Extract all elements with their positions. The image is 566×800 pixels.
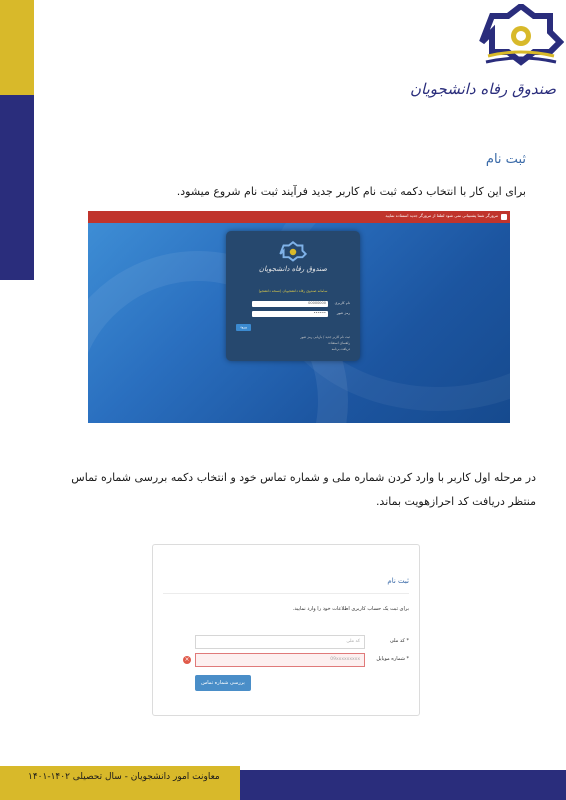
check-phone-button[interactable]: بررسی شماره تماس: [195, 675, 251, 691]
paragraph-step1: در مرحله اول کاربر با وارد کردن شماره ملی و شماره تماس خود و انتخاب دکمه بررسی شماره تماس منتظر دریافت کد احرازهویت بماند.: [71, 471, 536, 508]
left-navy-bar: [0, 95, 34, 280]
warning-bar: [88, 211, 510, 223]
mobile-value: 09xxxxxxxxx: [330, 657, 360, 662]
national-code-label: * کد ملی: [389, 638, 409, 644]
footer-navy-bar: [240, 770, 566, 800]
panel-logo-icon: [279, 241, 307, 263]
footer-text: معاونت امور دانشجویان - سال تحصیلی ۱۴۰۲-۱۴۰۱: [28, 772, 220, 782]
panel-logo-text: صندوق رفاه دانشجویان: [258, 265, 328, 273]
divider: [163, 593, 409, 594]
warning-text: مرورگر شما پشتیبانی نمی شود لطفا از مرورگر جدید استفاده نمایید: [385, 213, 498, 218]
logo: [410, 4, 564, 112]
left-yellow-bar: [0, 0, 34, 95]
paragraph-intro: برای این کار با انتخاب دکمه ثبت نام کاربر جدید فرآیند ثبت نام شروع میشود.: [176, 185, 526, 198]
mobile-input[interactable]: [195, 653, 365, 667]
shield-icon: [501, 214, 507, 220]
mobile-row: [184, 653, 409, 667]
national-code-placeholder: کد ملی: [346, 639, 360, 644]
logo-text: صندوق رفاه دانشجویان: [410, 80, 556, 98]
register-description: برای ثبت یک حساب کاربری اطلاعات خود را وارد نمایید.: [292, 606, 409, 612]
username-input[interactable]: [252, 301, 328, 307]
download-link[interactable]: دریافت برنامه: [331, 347, 350, 351]
error-icon: ×: [184, 656, 190, 663]
login-button[interactable]: ورود: [236, 324, 251, 331]
mobile-label: * شماره موبایل: [376, 656, 409, 662]
password-value: ••••••: [313, 311, 326, 315]
username-row: [236, 301, 350, 307]
logo-emblem-icon: [478, 4, 564, 68]
register-screenshot: [152, 544, 420, 716]
register-title: ثبت نام: [387, 577, 409, 585]
password-label: رمز عبور: [336, 311, 350, 315]
password-row: [236, 311, 350, 317]
national-code-row: [187, 635, 409, 649]
panel-heading: سامانه صندوق رفاه دانشجویان (نسخه دانشجو): [258, 289, 328, 293]
password-input[interactable]: [252, 311, 328, 317]
section-title: ثبت نام: [485, 152, 526, 167]
national-code-input[interactable]: [195, 635, 365, 649]
login-panel: [226, 231, 360, 361]
login-screenshot: [88, 211, 510, 423]
username-value: 00000000: [308, 301, 326, 305]
help-link[interactable]: راهنمای استفاده: [328, 341, 350, 345]
username-label: نام کاربری: [334, 301, 350, 305]
register-link[interactable]: ثبت نام کاربر جدید / بازیابی رمز عبور: [300, 335, 350, 339]
